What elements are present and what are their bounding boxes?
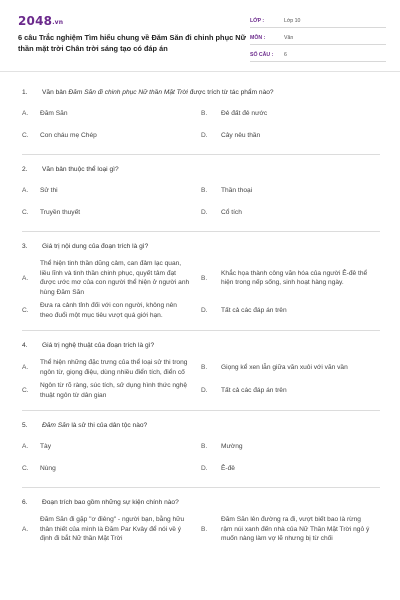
meta-row-class bbox=[250, 14, 386, 28]
option-d[interactable] bbox=[201, 202, 380, 224]
option-b[interactable] bbox=[201, 436, 380, 458]
option-text: Khắc họa thành công văn hóa của người Ê-đê thể hiện trong nếp sống, sinh hoạt hàng ngày. bbox=[221, 269, 368, 286]
logo-tld: .vn bbox=[52, 19, 64, 26]
question-number: 1. bbox=[22, 89, 28, 96]
question-header bbox=[22, 88, 380, 97]
option-a[interactable] bbox=[22, 356, 201, 379]
document-header bbox=[0, 0, 400, 72]
question-header bbox=[22, 165, 380, 174]
option-label: B. bbox=[201, 525, 208, 533]
option-label: B. bbox=[201, 110, 208, 118]
option-c[interactable] bbox=[22, 125, 201, 147]
logo-text: 2048 bbox=[18, 14, 53, 28]
question-text bbox=[42, 88, 274, 97]
option-label: B. bbox=[201, 443, 208, 451]
option-text: Sử thi bbox=[40, 187, 58, 194]
option-row bbox=[22, 513, 380, 546]
option-label: D. bbox=[201, 307, 208, 314]
option-label: C. bbox=[22, 464, 29, 472]
option-text: Tày bbox=[40, 443, 51, 450]
question-header bbox=[22, 242, 380, 251]
option-text: Đẻ đất đẻ nước bbox=[221, 110, 268, 117]
meta-row-subject bbox=[250, 31, 386, 45]
option-b[interactable] bbox=[201, 356, 380, 379]
option-a[interactable] bbox=[22, 180, 201, 202]
option-text: Ngôn từ rõ ràng, súc tích, sử dụng hình thức nghệ thuật ngôn từ dân gian bbox=[40, 382, 188, 399]
option-row bbox=[22, 125, 380, 147]
option-text: Cây nêu thần bbox=[221, 131, 261, 139]
option-label: D. bbox=[201, 464, 208, 472]
option-text: Ê-đê bbox=[221, 464, 235, 472]
option-row bbox=[22, 436, 380, 458]
option-a[interactable] bbox=[22, 436, 201, 458]
question-number: 2. bbox=[22, 166, 28, 173]
option-c[interactable] bbox=[22, 379, 201, 402]
option-text: Cổ tích bbox=[221, 208, 242, 216]
option-label: D. bbox=[201, 131, 208, 139]
option-row bbox=[22, 299, 380, 322]
option-label: A. bbox=[22, 274, 29, 282]
question-text-italic: Đăm Săn bbox=[42, 422, 70, 429]
option-text: Đưa ra cảnh tỉnh đối với con người, không nên theo đuổi một mục tiêu vượt quá giới hạn. bbox=[40, 302, 177, 319]
option-label: B. bbox=[201, 187, 208, 195]
option-d[interactable] bbox=[201, 299, 380, 322]
question-text: Văn bản thuộc thể loại gì? bbox=[42, 166, 119, 173]
option-a[interactable] bbox=[22, 103, 201, 125]
option-text: Truyền thuyết bbox=[40, 208, 81, 216]
meta-row-count bbox=[250, 48, 386, 62]
option-d[interactable] bbox=[201, 458, 380, 480]
option-label: A. bbox=[22, 443, 29, 451]
option-label: A. bbox=[22, 110, 29, 118]
option-text: Thần thoại bbox=[221, 187, 253, 194]
question-4 bbox=[22, 331, 380, 411]
question-text bbox=[42, 421, 147, 430]
option-text: Giọng kể xen lẫn giữa văn xuôi với văn vần bbox=[221, 363, 348, 371]
question-header bbox=[22, 421, 380, 430]
option-label: B. bbox=[201, 364, 208, 371]
question-text: Giá trị nội dung của đoạn trích là gì? bbox=[42, 243, 149, 250]
option-label: A. bbox=[22, 525, 29, 533]
question-text-part: là sử thi của dân tộc nào? bbox=[69, 422, 148, 429]
option-a[interactable] bbox=[22, 513, 201, 546]
option-c[interactable] bbox=[22, 458, 201, 480]
question-text: Đoạn trích bao gồm những sự kiện chính nào? bbox=[42, 499, 179, 506]
option-label: C. bbox=[22, 131, 29, 139]
quiz-title: 6 câu Trắc nghiệm Tìm hiểu chung về Đăm Săn đi chinh phục Nữ thần mặt trời Chân trời sáng tạo có đáp án bbox=[18, 33, 246, 53]
option-label: D. bbox=[201, 387, 208, 394]
question-1 bbox=[22, 78, 380, 155]
option-row bbox=[22, 356, 380, 379]
option-c[interactable] bbox=[22, 299, 201, 322]
option-text: Thể hiện những đặc trưng của thể loại sử thi trong ngôn từ, giọng điệu, dùng nhiều điển tích, điển cố bbox=[40, 359, 188, 376]
question-number: 4. bbox=[22, 342, 28, 349]
option-d[interactable] bbox=[201, 379, 380, 402]
option-row bbox=[22, 257, 380, 299]
question-list bbox=[0, 72, 400, 554]
option-text: Đăm Săn đi gặp "ơ điêng" - người bạn, bằng hữu thân thiết của mình là Đăm Par Kvây để nói về ý định đi bắt Nữ thần Mặt Trời bbox=[40, 516, 185, 542]
option-text: Mường bbox=[221, 443, 243, 450]
option-label: C. bbox=[22, 307, 29, 314]
meta-value: Lớp 10 bbox=[284, 17, 301, 24]
meta-label: MÔN : bbox=[250, 34, 266, 41]
meta-value: Văn bbox=[284, 34, 294, 41]
option-label: D. bbox=[201, 208, 208, 216]
option-row bbox=[22, 379, 380, 402]
option-text: Tất cả các đáp án trên bbox=[221, 306, 287, 314]
option-c[interactable] bbox=[22, 202, 201, 224]
question-text-italic: Đăm Săn đi chinh phục Nữ thần Mặt Trời bbox=[68, 89, 188, 96]
question-number: 5. bbox=[22, 422, 28, 429]
option-row bbox=[22, 458, 380, 480]
question-2 bbox=[22, 155, 380, 232]
meta-label: SỐ CÂU : bbox=[250, 51, 274, 58]
option-b[interactable] bbox=[201, 103, 380, 125]
quiz-meta bbox=[250, 14, 386, 62]
option-b[interactable] bbox=[201, 257, 380, 299]
meta-label: LỚP : bbox=[250, 17, 265, 24]
option-text: Nùng bbox=[40, 464, 56, 472]
option-text: Đăm Săn lên đường ra đi, vượt biết bao là rừng rậm núi xanh đến nhà của Nữ Thần Mặt Trời ngỏ ý muốn nàng làm vợ lẽ nhưng bị từ chối bbox=[221, 516, 370, 542]
question-text-part: Văn bản bbox=[42, 89, 69, 96]
question-3 bbox=[22, 232, 380, 331]
meta-value: 6 bbox=[284, 51, 287, 58]
option-d[interactable] bbox=[201, 125, 380, 147]
option-b[interactable] bbox=[201, 180, 380, 202]
question-header bbox=[22, 341, 380, 350]
question-6 bbox=[22, 488, 380, 554]
question-5 bbox=[22, 411, 380, 488]
option-label: A. bbox=[22, 187, 29, 195]
option-text: Tất cả các đáp án trên bbox=[221, 386, 287, 394]
option-a[interactable] bbox=[22, 257, 201, 299]
option-row bbox=[22, 103, 380, 125]
question-header bbox=[22, 498, 380, 507]
question-number: 3. bbox=[22, 243, 28, 250]
option-label: C. bbox=[22, 208, 29, 216]
option-label: A. bbox=[22, 364, 29, 371]
option-row bbox=[22, 202, 380, 224]
question-text: Giá trị nghệ thuật của đoạn trích là gì? bbox=[42, 342, 155, 349]
question-number: 6. bbox=[22, 499, 28, 506]
option-row bbox=[22, 180, 380, 202]
option-b[interactable] bbox=[201, 513, 380, 546]
option-label: C. bbox=[22, 387, 29, 394]
question-text-part: được trích từ tác phẩm nào? bbox=[187, 89, 274, 96]
option-text: Thể hiện tinh thần dũng cảm, can đảm lạc quan, liều lĩnh và tinh thần chinh phục, quyết tâm đạt được ước mơ của con người thể hiện ở người anh hùng Đăm Săn bbox=[40, 260, 190, 296]
option-text: Đăm Săn bbox=[40, 110, 68, 117]
option-text: Con cháu mẹ Chép bbox=[40, 131, 97, 139]
option-label: B. bbox=[201, 274, 208, 282]
